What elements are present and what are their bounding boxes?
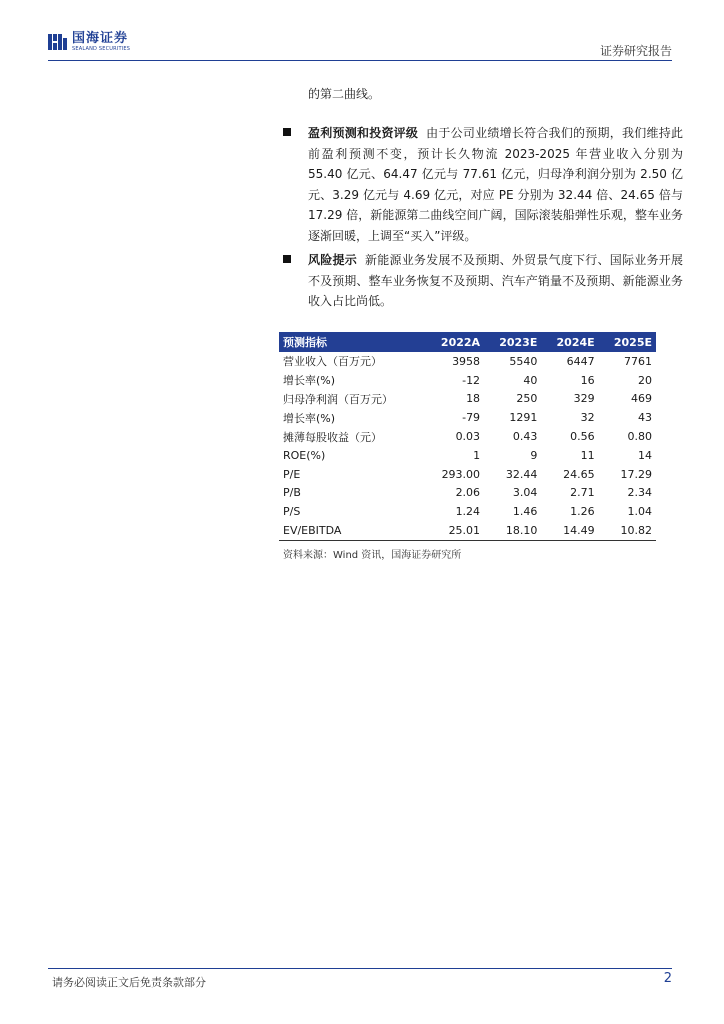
- bullet-body: 由于公司业绩增长符合我们的预期，我们维持此前盈利预测不变，预计长久物流 2023-2025 年营业收入分别为 55.40 亿元、64.47 亿元与 77.61 亿元，归母净利润分别为 2.50 亿元、3.29 亿元与 4.69 亿元，对应 PE 分别为 32.44 倍、24.65 倍与 17.29 倍，新能源第二曲线空间广阔，国际滚装船弹性乐观，整车业务逐渐回暖，上调至“买入”评级。: [308, 126, 683, 243]
- table-cell: 24.65: [563, 467, 595, 481]
- table-cell: 10.82: [599, 521, 656, 540]
- table-cell: 11: [580, 448, 595, 462]
- table-cell: 20: [638, 373, 652, 387]
- forecast-table: [279, 332, 656, 541]
- table-header-row: [279, 332, 656, 352]
- table-cell: 17.29: [620, 467, 652, 481]
- table-cell: 9: [530, 448, 538, 462]
- bullet-title: 风险提示: [308, 253, 357, 267]
- row-label: P/B: [283, 486, 301, 500]
- bullet-title: 盈利预测和投资评级: [308, 126, 419, 140]
- table-cell: 1291: [509, 411, 538, 425]
- page-number: 2: [663, 971, 672, 986]
- table-cell: 2.06: [455, 486, 481, 500]
- table-cell: 1.26: [570, 505, 595, 519]
- table-cell: 25.01: [426, 521, 485, 540]
- bullet-body: 新能源业务发展不及预期、外贸景气度下行、国际业务开展不及预期、整车业务恢复不及预期、汽车产销量不及预期、新能源业务收入占比尚低。: [308, 253, 683, 308]
- sealand-logo-icon: [48, 32, 68, 52]
- table-cell: 469: [631, 392, 652, 406]
- header-cell: 2025E: [599, 332, 656, 352]
- row-label: 营业收入（百万元）: [283, 355, 382, 369]
- square-bullet-icon: [283, 255, 291, 263]
- table-cell: 18: [466, 392, 481, 406]
- row-label: P/E: [283, 467, 301, 481]
- table-row: [279, 352, 656, 371]
- table-cell: -79: [462, 411, 481, 425]
- table-cell: 0.56: [570, 430, 595, 444]
- row-label: EV/EBITDA: [279, 521, 426, 540]
- logo-en-text: SEALAND SECURITIES: [72, 46, 131, 52]
- header-cell: 预测指标: [279, 332, 426, 352]
- table-cell: 1.46: [512, 505, 538, 519]
- table-row: [279, 446, 656, 465]
- table-cell: 0.80: [627, 430, 652, 444]
- table-cell: 14: [638, 448, 652, 462]
- table-cell: 1: [473, 448, 481, 462]
- header-cell: 2022A: [426, 332, 485, 352]
- table-row: [279, 521, 656, 540]
- table-cell: 14.49: [541, 521, 598, 540]
- table-row: [279, 484, 656, 503]
- disclaimer-note: 请务必阅读正文后免责条款部分: [52, 976, 206, 989]
- table-row: [279, 465, 656, 484]
- table-cell: 250: [516, 392, 538, 406]
- company-logo: [48, 30, 138, 54]
- bullet-risk-warning: [283, 250, 683, 312]
- table-cell: 0.43: [512, 430, 538, 444]
- square-bullet-icon: [283, 128, 291, 136]
- header-cell: 2023E: [484, 332, 541, 352]
- bullet-earnings-forecast: [283, 123, 683, 246]
- row-label: ROE(%): [283, 448, 326, 462]
- row-label: P/S: [283, 505, 301, 519]
- row-label: 摊薄每股收益（元）: [283, 430, 382, 444]
- footer-divider: [48, 968, 672, 969]
- report-type-title: 证券研究报告: [599, 44, 672, 58]
- table-cell: 32: [580, 411, 595, 425]
- table-row: [279, 408, 656, 427]
- table-cell: 1.04: [627, 505, 652, 519]
- table-cell: 3.04: [512, 486, 538, 500]
- table-cell: 5540: [509, 354, 538, 368]
- table-row: [279, 371, 656, 390]
- table-source-note: 资料来源：Wind 资讯，国海证券研究所: [283, 550, 462, 561]
- table-cell: -12: [462, 373, 481, 387]
- row-label: 增长率(%): [283, 411, 336, 425]
- header-cell: 2024E: [541, 332, 598, 352]
- table-cell: 32.44: [505, 467, 538, 481]
- row-label: 增长率(%): [283, 374, 336, 388]
- row-label: 归母净利润（百万元）: [283, 392, 393, 406]
- table-cell: 329: [573, 392, 595, 406]
- table-cell: 16: [580, 373, 595, 387]
- table-cell: 293.00: [441, 467, 481, 481]
- table-row: [279, 427, 656, 446]
- table-cell: 18.10: [484, 521, 541, 540]
- table-cell: 7761: [624, 354, 652, 368]
- paragraph-continuation: 的第二曲线。: [308, 87, 381, 101]
- table-cell: 1.24: [455, 505, 481, 519]
- table-cell: 6447: [566, 354, 595, 368]
- table-cell: 43: [638, 411, 652, 425]
- table-row: [279, 502, 656, 521]
- table-cell: 2.71: [570, 486, 595, 500]
- table-cell: 40: [523, 373, 538, 387]
- table-cell: 2.34: [627, 486, 652, 500]
- table-cell: 0.03: [455, 430, 481, 444]
- logo-cn-text: 国海证券: [72, 31, 129, 46]
- table-row: [279, 390, 656, 409]
- table-cell: 3958: [452, 354, 481, 368]
- header-divider: [48, 60, 672, 61]
